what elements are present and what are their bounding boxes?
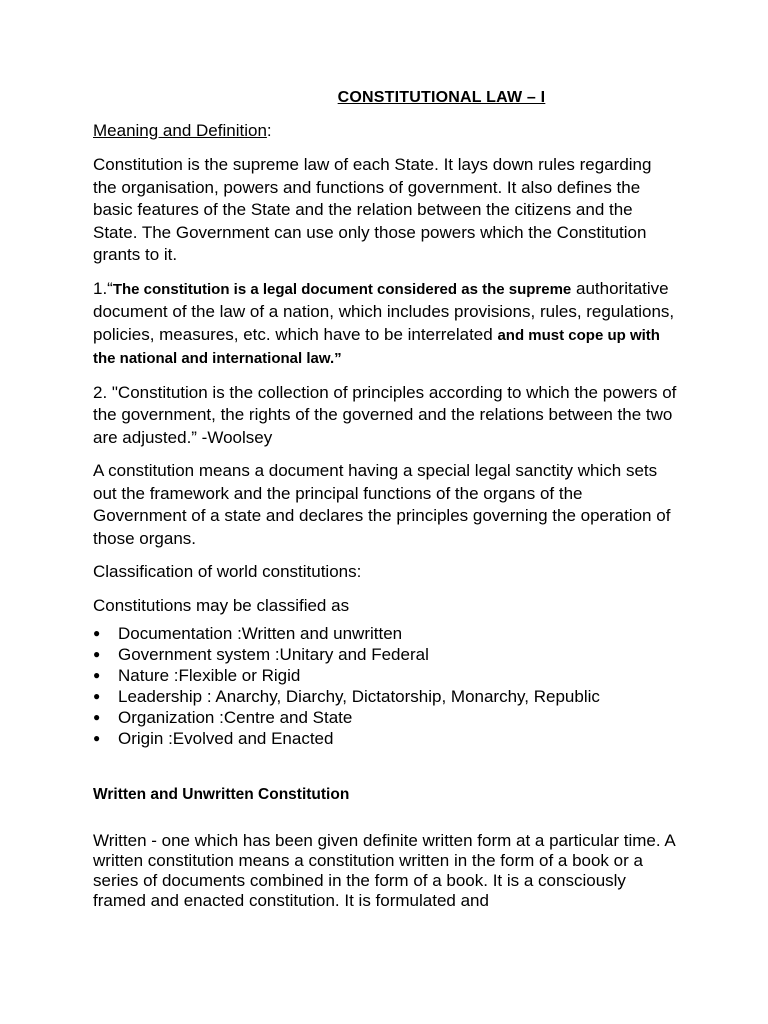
bullet-icon: ● [93,710,101,724]
definition-2: 2. "Constitution is the collection of principles according to which the powers of the government, the rights of the governed and the relations between the two are adjusted.” -Woolsey [93,382,677,447]
meaning-heading-colon: : [266,121,272,140]
list-item [93,665,678,686]
list-item-text: Government system :Unitary and Federal [118,645,429,664]
classified-as-text: Constitutions may be classified as [93,595,350,615]
list-item-text: Leadership : Anarchy, Diarchy, Dictatorship, Monarchy, Republic [118,687,600,706]
list-item-text: Nature :Flexible or Rigid [118,666,301,685]
meaning-heading [93,120,678,142]
list-item [93,686,678,707]
classification-heading: Classification of world constitutions: [93,562,362,581]
bullet-icon: ● [93,731,101,745]
definition-1 [93,278,678,371]
bullet-icon: ● [93,689,101,703]
bullet-icon: ● [93,668,101,682]
definition-1-middle: authoritative document of the law of a nation, which includes provisions, rules, regulations, policies, measures, etc. which have to be interrelated [93,278,675,344]
bullet-icon: ● [93,626,101,640]
written-paragraph: Written - one which has been given definite written form at a particular time. A written constitution means a constitution written in the form of a book or a series of documents combined in the form of a book. It is a consciously framed and enacted constitution. It is formulated and [93,831,675,910]
document-page [93,88,678,911]
list-item [93,623,678,644]
intro-paragraph: Constitution is the supreme law of each State. It lays down rules regarding the organisation, powers and functions of government. It also defines the basic features of the State and the relation between the citizens and the State. The Government can use only those powers which the Constitution grants to it. [93,155,652,264]
definition-1-bold-start: The constitution is a legal document considered as the supreme [112,280,572,298]
definition-1-bold-end: and must cope up with the national and international law.” [93,326,660,367]
list-item-text: Documentation :Written and unwritten [118,624,403,643]
list-item [93,728,678,749]
definition-1-prefix: 1.“ [93,278,113,298]
list-item [93,644,678,665]
meaning-heading-text: Meaning and Definition [93,121,267,140]
bullet-icon: ● [93,647,101,661]
list-item-text: Organization :Centre and State [118,708,353,727]
definition-3: A constitution means a document having a special legal sanctity which sets out the framework and the principal functions of the organs of the Government of a state and declares the principles governing the operation of those organs. [93,461,671,548]
section-heading: Written and Unwritten Constitution [93,786,350,803]
list-item [93,707,678,728]
page-title: CONSTITUTIONAL LAW – I [337,89,546,106]
classification-list [93,623,678,749]
list-item-text: Origin :Evolved and Enacted [118,729,334,748]
